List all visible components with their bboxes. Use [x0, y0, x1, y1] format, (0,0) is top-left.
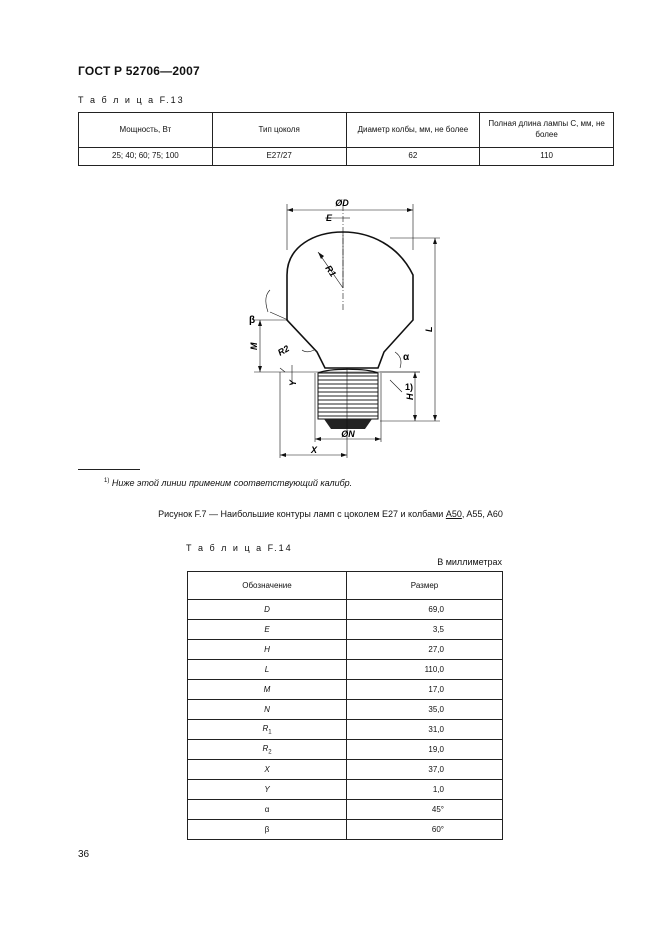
cell-symbol: N	[188, 700, 347, 720]
label-m: M	[249, 342, 259, 350]
cell-value: 19,0	[347, 740, 503, 760]
cell-lamp-length: 110	[480, 148, 614, 166]
cell-symbol: X	[188, 760, 347, 780]
cell-symbol: D	[188, 600, 347, 620]
label-x: X	[310, 445, 318, 455]
cell-symbol: Y	[188, 780, 347, 800]
table-f13	[78, 112, 614, 166]
symbol-letter: R	[262, 743, 269, 753]
lamp-contour-drawing	[240, 190, 460, 468]
header-cell-lamp-length: Полная длина лампы С, мм, не более	[480, 113, 614, 148]
label-e: E	[325, 213, 333, 223]
cell-cap-type: E27/27	[212, 148, 346, 166]
dimension-lines	[254, 204, 440, 458]
cell-value: 1,0	[347, 780, 503, 800]
label-l: L	[424, 326, 434, 332]
cell-value: 17,0	[347, 680, 503, 700]
table-f14-caption: Т а б л и ц а F.14	[186, 543, 293, 553]
figure-caption-suffix: , A55, A60	[461, 509, 503, 519]
cell-value: 110,0	[347, 660, 503, 680]
cell-symbol: H	[188, 640, 347, 660]
cell-value: 27,0	[347, 640, 503, 660]
table-row	[188, 740, 503, 760]
label-h: H	[405, 393, 415, 400]
label-footnote-mark: 1)	[405, 382, 414, 392]
cell-value: 45°	[347, 800, 503, 820]
label-beta: β	[249, 315, 256, 326]
table-row	[188, 680, 503, 700]
footnote-text: Ниже этой линии применим соответствующий калибр.	[111, 478, 353, 488]
cell-symbol	[188, 720, 347, 740]
cell-value: 60°	[347, 820, 503, 840]
document-title: ГОСТ Р 52706—2007	[78, 64, 200, 78]
label-d: ØD	[335, 198, 349, 208]
cell-symbol: M	[188, 680, 347, 700]
table-row	[188, 760, 503, 780]
table-row	[188, 720, 503, 740]
header-cell-size: Размер	[347, 572, 503, 600]
label-r1: R1	[323, 263, 339, 279]
cell-value: 69,0	[347, 600, 503, 620]
label-alpha: α	[403, 352, 410, 363]
cell-symbol	[188, 740, 347, 760]
cell-value: 31,0	[347, 720, 503, 740]
figure-caption	[0, 509, 661, 519]
table-row	[188, 660, 503, 680]
header-cell-designation: Обозначение	[188, 572, 347, 600]
cell-bulb-diameter: 62	[346, 148, 480, 166]
table-header-row	[79, 113, 614, 148]
cell-symbol: E	[188, 620, 347, 640]
header-cell-power: Мощность, Вт	[79, 113, 213, 148]
label-y: Y	[288, 379, 298, 386]
cell-value: 3,5	[347, 620, 503, 640]
footnote-mark: 1)	[104, 478, 110, 484]
footnote	[104, 478, 352, 488]
label-n: ØN	[341, 429, 355, 439]
label-r2: R2	[276, 343, 291, 358]
figure-caption-a50: A50	[445, 509, 462, 519]
cell-symbol: β	[188, 820, 347, 840]
cell-power: 25; 40; 60; 75; 100	[79, 148, 213, 166]
header-cell-bulb-diameter: Диаметр колбы, мм, не более	[346, 113, 480, 148]
figure-caption-prefix: Рисунок F.7 — Наибольшие контуры ламп с цоколем E27 и колбами	[158, 509, 444, 519]
table-header-row	[188, 572, 503, 600]
cap-thread	[318, 369, 378, 429]
table-row	[188, 700, 503, 720]
table-row	[188, 640, 503, 660]
table-row	[188, 780, 503, 800]
table-row	[188, 820, 503, 840]
table-row	[188, 800, 503, 820]
cell-value: 37,0	[347, 760, 503, 780]
symbol-letter: R	[262, 723, 269, 733]
footnote-separator	[78, 469, 140, 470]
bulb-outline	[287, 232, 413, 368]
header-cell-cap-type: Тип цоколя	[212, 113, 346, 148]
units-note: В миллиметрах	[437, 557, 502, 567]
cell-symbol: α	[188, 800, 347, 820]
cell-value: 35,0	[347, 700, 503, 720]
table-f13-caption: Т а б л и ц а F.13	[78, 95, 185, 105]
table-row	[79, 148, 614, 166]
page-number: 36	[78, 849, 90, 860]
table-row	[188, 620, 503, 640]
symbol-subscript: 1	[268, 729, 272, 736]
table-f14	[187, 571, 503, 840]
table-row	[188, 600, 503, 620]
cell-symbol: L	[188, 660, 347, 680]
symbol-subscript: 2	[268, 749, 272, 756]
